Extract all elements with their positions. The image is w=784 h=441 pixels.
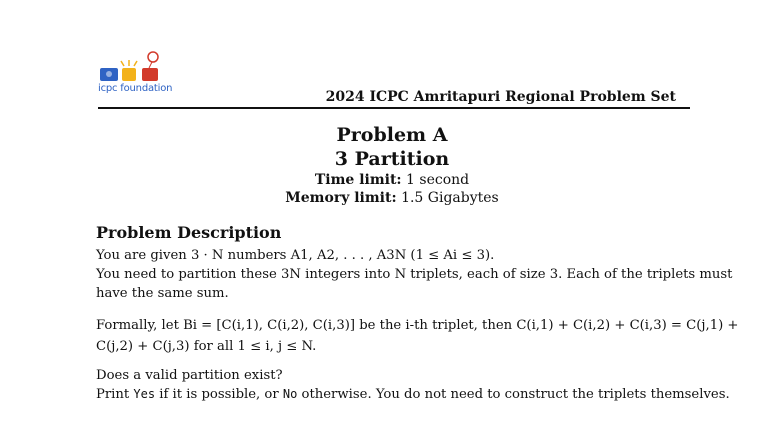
statement-line-3: have the same sum.	[96, 286, 229, 301]
time-limit-value: 1 second	[406, 172, 470, 188]
no-keyword: No	[282, 387, 298, 401]
problem-name: 3 Partition	[334, 148, 450, 170]
section-title: Problem Description	[96, 223, 282, 242]
line-7-part-c: otherwise. You do not need to construct the triplets themselves.	[297, 387, 730, 402]
time-limit	[0, 172, 784, 188]
problem-label: Problem A	[336, 124, 448, 146]
memory-limit-label: Memory limit:	[285, 190, 397, 206]
yes-keyword: Yes	[133, 387, 156, 401]
statement-line-4: Formally, let Bi = [C(i,1), C(i,2), C(i,3)] be the i-th triplet, then C(i,1) + C(i,2) + C(i,3) = C(j,1) +	[96, 318, 739, 333]
problem-set-title: 2024 ICPC Amritapuri Regional Problem Set	[325, 89, 676, 105]
memory-limit	[0, 190, 784, 206]
statement-line-6: Does a valid partition exist?	[96, 368, 283, 383]
header-divider	[98, 107, 690, 109]
line-7-part-b: if it is possible, or	[155, 387, 283, 402]
statement-line-7	[96, 385, 730, 404]
memory-limit-value: 1.5 Gigabytes	[401, 190, 499, 206]
line-7-part-a: Print	[96, 387, 134, 402]
time-limit-label: Time limit:	[314, 172, 402, 188]
statement-line-1: You are given 3 · N numbers A1, A2, . . . , A3N (1 ≤ Ai ≤ 3).	[96, 248, 495, 263]
statement-line-5: C(j,2) + C(j,3) for all 1 ≤ i, j ≤ N.	[96, 339, 317, 354]
logo-text: icpc foundation	[98, 83, 173, 94]
statement-line-2: You need to partition these 3N integers into N triplets, each of size 3. Each of the triplets must	[96, 267, 733, 282]
